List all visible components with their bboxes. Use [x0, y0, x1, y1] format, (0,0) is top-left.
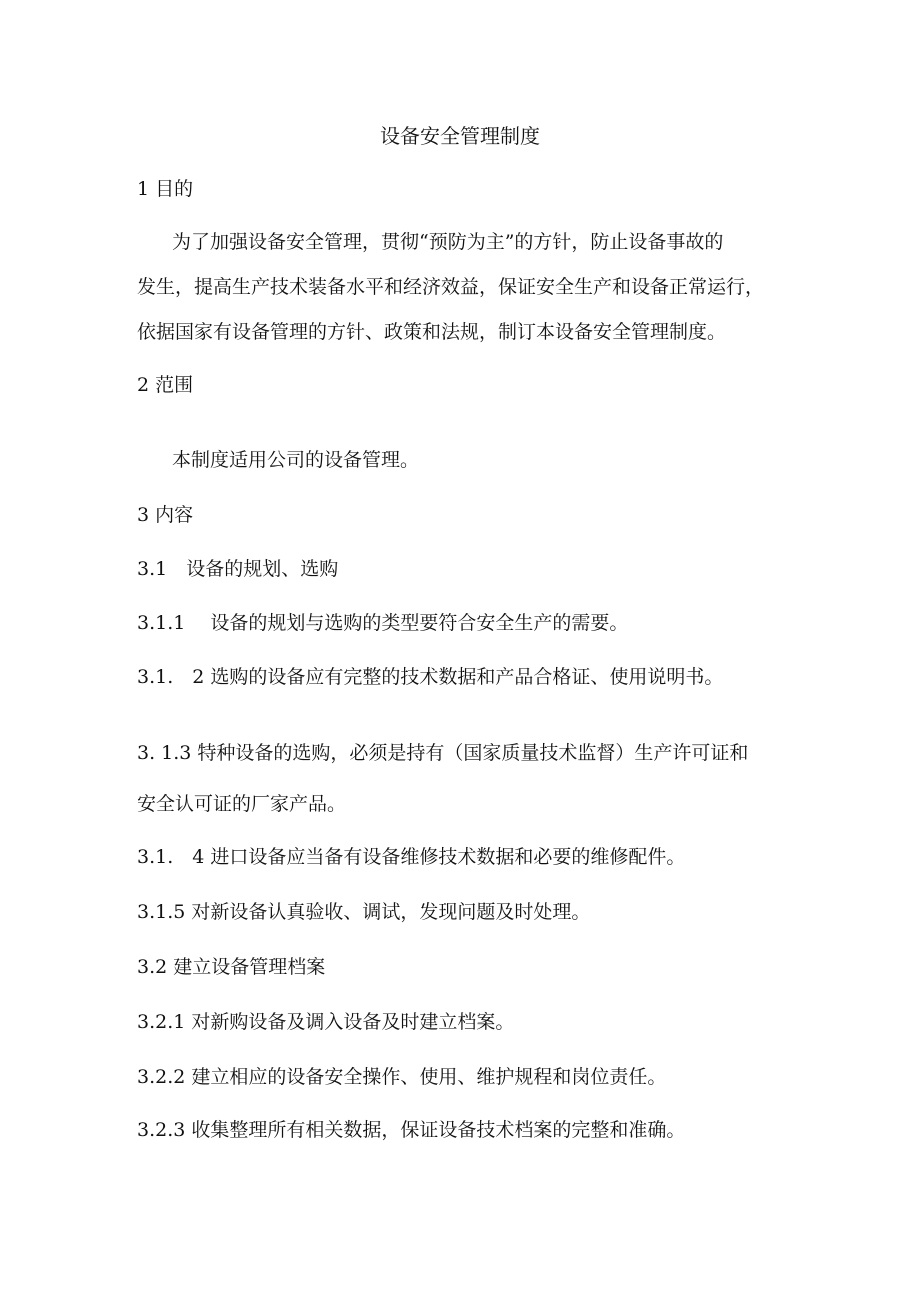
clause-line: 3.1.1 设备的规划与选购的类型要符合安全生产的需要。: [137, 612, 629, 634]
clause-line: 3.1. 2 选购的设备应有完整的技术数据和产品合格证、使用说明书。: [137, 666, 724, 688]
clause-line: 3.2.1 对新购设备及调入设备及时建立档案。: [137, 1011, 515, 1033]
clause-line: 3. 1.3 特种设备的选购，必须是持有（国家质量技术监督）生产许可证和: [137, 742, 749, 764]
paragraph-line: 为了加强设备安全管理，贯彻“预防为主”的方针，防止设备事故的: [172, 231, 724, 253]
subsection-heading: 3.2 建立设备管理档案: [137, 956, 326, 978]
clause-line: 安全认可证的厂家产品。: [137, 793, 347, 815]
paragraph-line: 依据国家有设备管理的方针、政策和法规，制订本设备安全管理制度。: [137, 321, 727, 343]
section-heading-content: 3 内容: [137, 504, 194, 526]
clause-line: 3.1. 4 进口设备应当备有设备维修技术数据和必要的维修配件。: [137, 846, 686, 868]
clause-line: 3.1.5 对新设备认真验收、调试，发现问题及时处理。: [137, 901, 591, 923]
paragraph-line: 发生，提高生产技术装备水平和经济效益，保证安全生产和设备正常运行，: [137, 276, 765, 298]
page-title: 设备安全管理制度: [380, 124, 540, 148]
subsection-heading: 3.1 设备的规划、选购: [137, 558, 339, 580]
clause-line: 3.2.3 收集整理所有相关数据，保证设备技术档案的完整和准确。: [137, 1119, 686, 1141]
clause-line: 3.2.2 建立相应的设备安全操作、使用、维护规程和岗位责任。: [137, 1066, 667, 1088]
section-heading-scope: 2 范围: [137, 374, 194, 396]
paragraph-line: 本制度适用公司的设备管理。: [172, 449, 420, 471]
section-heading-purpose: 1 目的: [137, 178, 194, 200]
